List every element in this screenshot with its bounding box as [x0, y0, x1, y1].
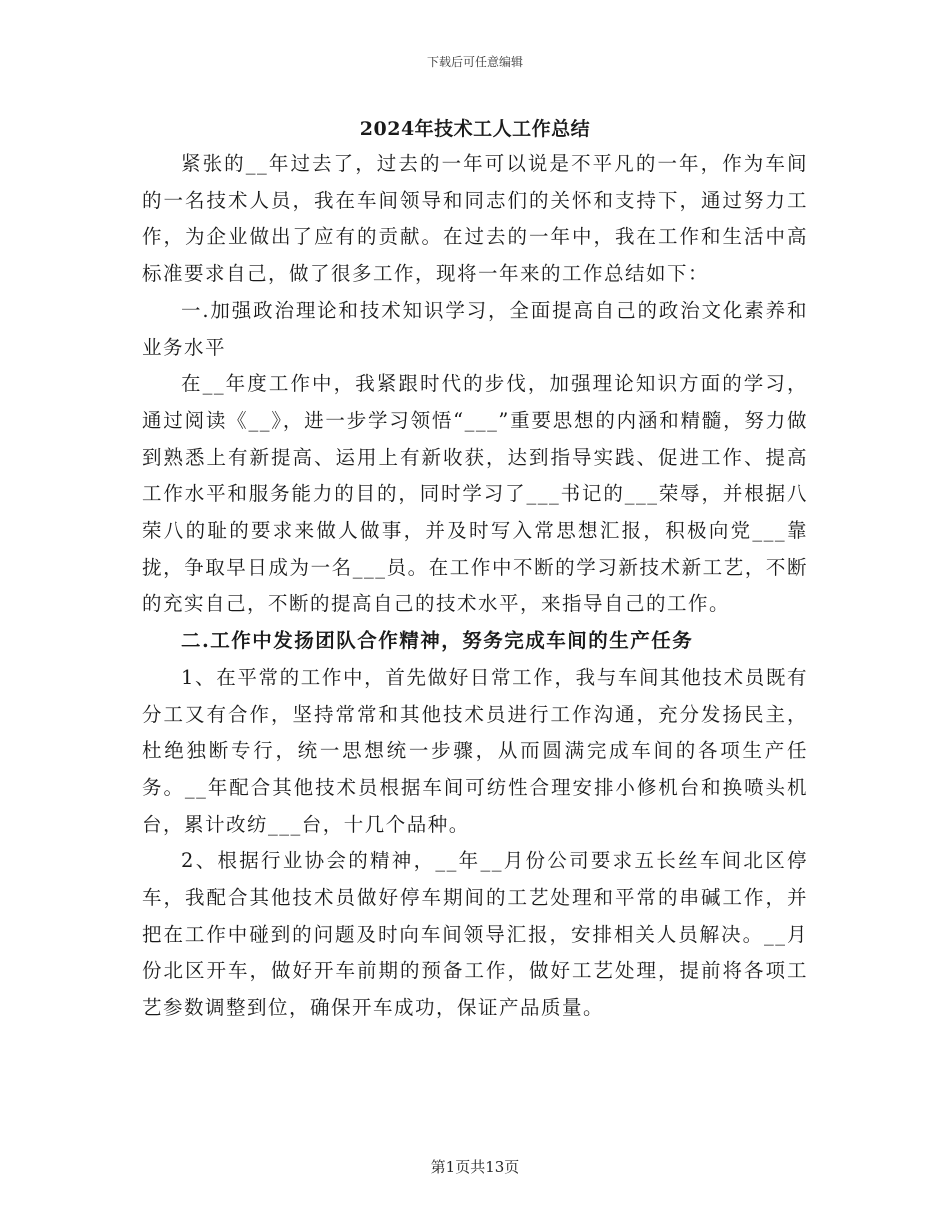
- page-number: 第1页共13页: [430, 1158, 520, 1176]
- paragraph-item-1: 1、在平常的工作中，首先做好日常工作，我与车间其他技术员既有分工又有合作，坚持常常和其他技术员进行工作沟通，充分发扬民主，杜绝独断专行，统一思想统一步骤，从而圆满完成车间的各项生产任务。__年配合其他技术员根据车间可纺性合理安排小修机台和换喷头机台，累计改纺___台，十几个品种。: [142, 665, 808, 836]
- paragraph-item-2: 2、根据行业协会的精神，__年__月份公司要求五长丝车间北区停车，我配合其他技术员做好停车期间的工艺处理和平常的串碱工作，并把在工作中碰到的问题及时向车间领导汇报，安排相关人员解决。__月份北区开车，做好开车前期的预备工作，做好工艺处理，提前将各项工艺参数调整到位，确保开车成功，保证产品质量。: [142, 849, 808, 1020]
- paragraph-intro: 紧张的__年过去了，过去的一年可以说是不平凡的一年，作为车间的一名技术人员，我在车间领导和同志们的关怀和支持下，通过努力工作，为企业做出了应有的贡献。在过去的一年中，我在工作和生活中高标准要求自己，做了很多工作，现将一年来的工作总结如下：: [142, 152, 808, 286]
- paragraph-section-1: 在__年度工作中，我紧跟时代的步伐，加强理论知识方面的学习，通过阅读《__》，进一步学习领悟“___”重要思想的内涵和精髓，努力做到熟悉上有新提高、运用上有新收获，达到指导实践、促进工作、提高工作水平和服务能力的目的，同时学习了___书记的___荣辱，并根据八荣八的耻的要求来做人做事，并及时写入常思想汇报，积极向党___靠拢，争取早日成为一名___员。在工作中不断的学习新技术新工艺，不断的充实自己，不断的提高自己的技术水平，来指导自己的工作。: [142, 372, 808, 616]
- document-body: [142, 146, 808, 1027]
- section-heading-1: 一.加强政治理论和技术知识学习，全面提高自己的政治文化素养和业务水平: [142, 298, 808, 359]
- document-title: 2024年技术工人工作总结: [359, 118, 591, 140]
- section-heading-2: 二.工作中发扬团队合作精神，努务完成车间的生产任务: [181, 629, 694, 653]
- page-header: 下载后可任意编辑: [426, 55, 523, 69]
